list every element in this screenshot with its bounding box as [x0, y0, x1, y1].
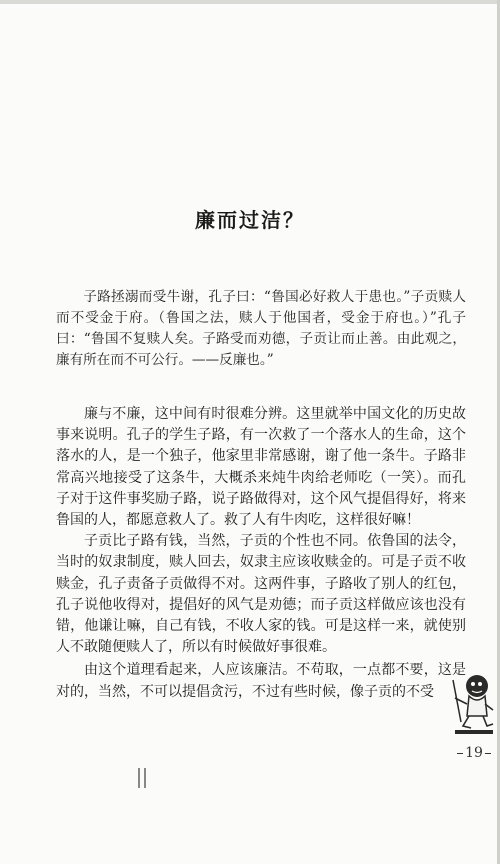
classical-quote	[56, 287, 466, 371]
paragraph-3: 由这个道理看起来，人应该廉洁。不苟取，一点都不要，这是对的，当然，不可以提倡贪污，不过有些时候，像子贡的不受	[56, 662, 466, 700]
scan-edge-top	[0, 0, 500, 4]
chapter-title: 廉而过洁？	[195, 208, 305, 232]
page-number-value: 19	[465, 745, 483, 761]
paragraph-2: 子贡比子路有钱，当然，子贡的个性也不同。依鲁国的法令，当时的奴隶制度，赎人回去，奴隶主应该收赎金的。可是子贡不收赎金，孔子责备子贡做得不对。这两件事，子路收了别人的红包，孔子说他收得对，提倡好的风气是劝德；而子贡这样做应该也没有错，他谦让嘛，自己有钱，不收人家的钱。可是这样一来，就使别人不敢随便赎人了，所以有时候做好事很难。	[56, 533, 466, 656]
paragraph-1: 廉与不廉，这中间有时很难分辨。这里就举中国文化的历史故事来说明。孔子的学生子路，有一次救了一个落水人的生命，这个落水的人，是一个独子，他家里非常感谢，谢了他一条牛。子路非常高兴地接受了这条牛，大概杀来炖牛肉给老师吃（一笑）。而孔子对于这件事奖励子路，说子路做得对，这个风气提倡得好，将来鲁国的人，都愿意救人了。救了人有牛肉吃，这样很好嘛！	[56, 406, 466, 529]
page-number-dash-left	[457, 753, 463, 754]
binding-mark	[144, 768, 146, 788]
binding-mark	[138, 768, 140, 788]
cartoon-figure-icon	[447, 660, 497, 744]
page-number	[452, 742, 496, 764]
quote-text: 子路拯溺而受牛谢，孔子曰：“鲁国必好救人于患也。”子贡赎人而不受金于府。（鲁国之法，赎人于他国者，受金于府也。）”孔子曰：“鲁国不复赎人矣。子路受而劝德，子贡让而止善。由此观之，廉有所在而不可公行。——反廉也。”	[56, 289, 466, 368]
body-text	[56, 404, 466, 705]
page-number-dash-right	[485, 753, 491, 754]
